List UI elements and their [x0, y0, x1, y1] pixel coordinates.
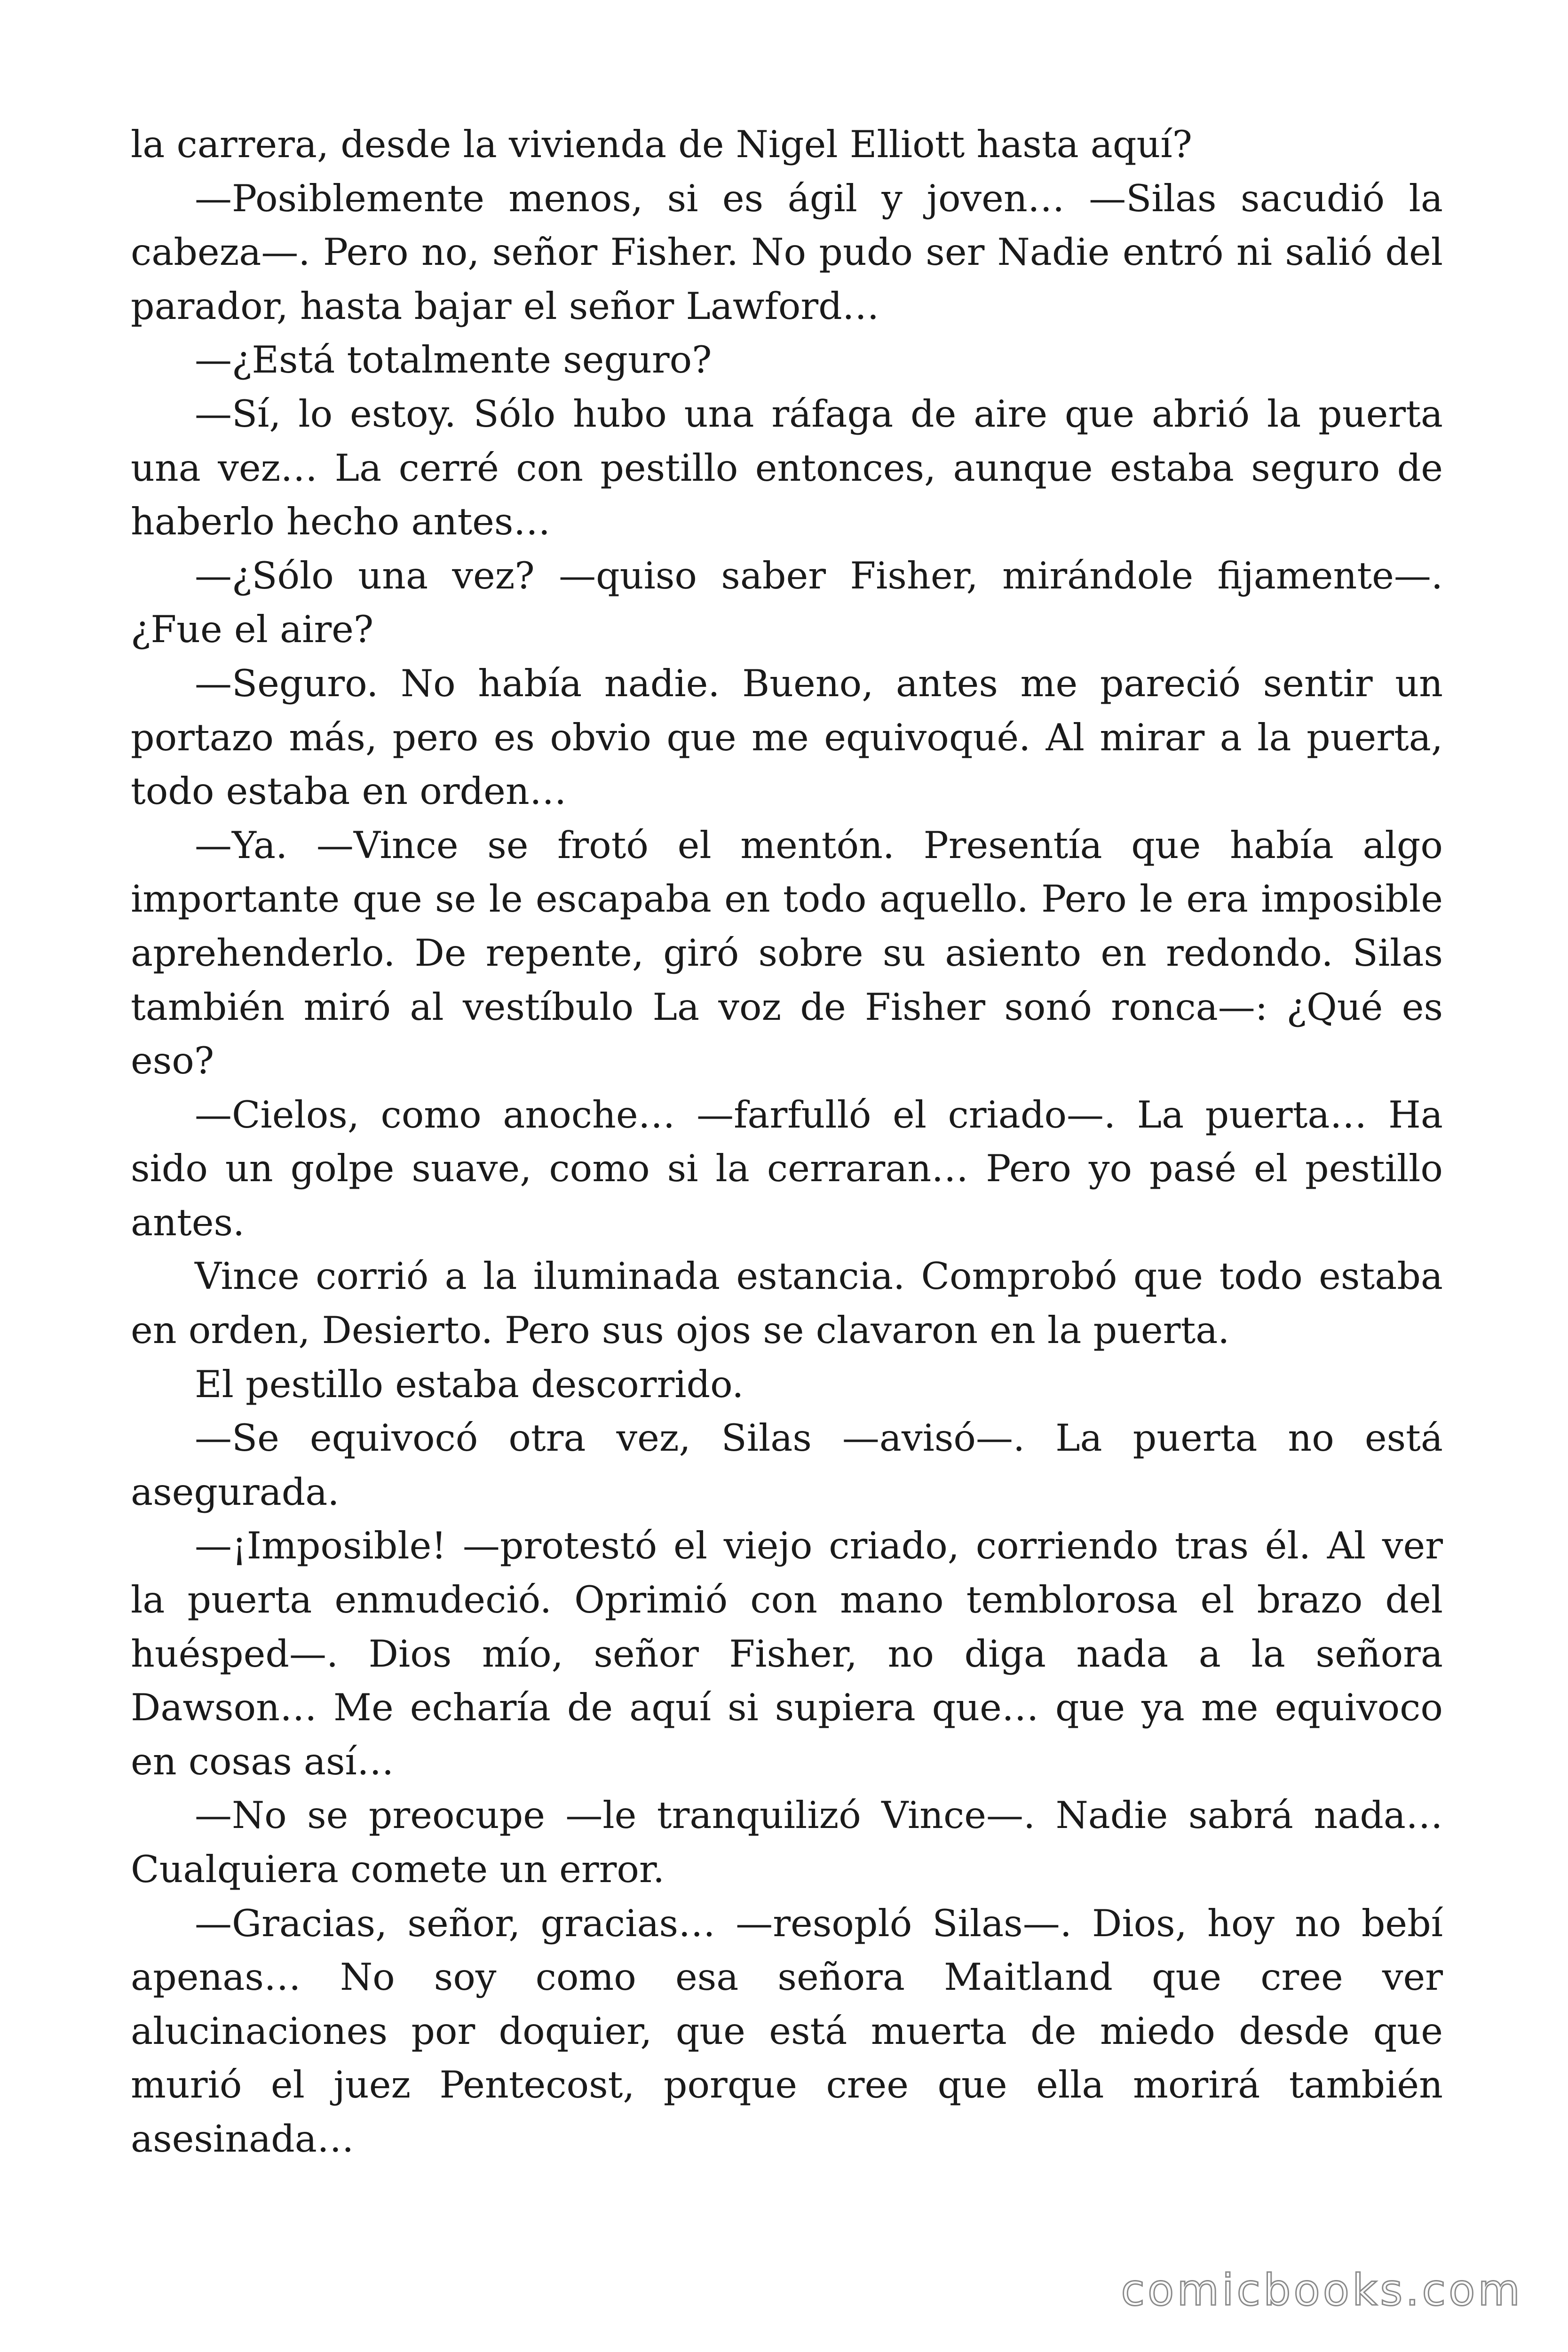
paragraph: —Sí, lo estoy. Sólo hubo una ráfaga de aire que abrió la puerta una vez… La cerré con pestillo entonces, aunque estaba seguro de haberlo hecho antes… — [131, 392, 1443, 544]
paragraph: —No se preocupe —le tranquilizó Vince—. Nadie sabrá nada… Cualquiera comete un error. — [131, 1794, 1443, 1891]
paragraph: —Cielos, como anoche… —farfulló el criado—. La puerta… Ha sido un golpe suave, como si la cerraran… Pero yo pasé el pestillo antes. — [131, 1093, 1443, 1244]
paragraph: —¡Imposible! —protestó el viejo criado, corriendo tras él. Al ver la puerta enmudeció. Oprimió con mano temblorosa el brazo del huésped—. Dios mío, señor Fisher, no diga nada a la señora Dawson… Me echaría de aquí si supiera que… que ya me equivoco en cosas así… — [131, 1524, 1443, 1783]
paragraph: —¿Sólo una vez? —quiso saber Fisher, mirándole fijamente—. ¿Fue el aire? — [131, 554, 1443, 652]
paragraph: —¿Está totalmente seguro? — [195, 338, 712, 382]
book-page-text — [131, 118, 1443, 2166]
paragraph: —Seguro. No había nadie. Bueno, antes me pareció sentir un portazo más, pero es obvio que me equivoqué. Al mirar a la puerta, todo estaba en orden… — [131, 661, 1443, 813]
paragraph: —Se equivocó otra vez, Silas —avisó—. La puerta no está asegurada. — [131, 1416, 1443, 1514]
paragraph: Vince corrió a la iluminada estancia. Comprobó que todo estaba en orden, Desierto. Pero sus ojos se clavaron en la puerta. — [131, 1255, 1443, 1352]
paragraph: la carrera, desde la vivienda de Nigel Elliott hasta aquí? — [131, 123, 1192, 166]
paragraph: —Ya. —Vince se frotó el mentón. Presentía que había algo importante que se le escapaba en todo aquello. Pero le era imposible aprehenderlo. De repente, giró sobre su asiento en redondo. Silas también miró al vestíbulo La voz de Fisher sonó ronca—: ¿Qué es eso? — [131, 823, 1443, 1083]
watermark: comicbooks.com — [1121, 2265, 1523, 2315]
paragraph: —Gracias, señor, gracias… —resopló Silas—. Dios, hoy no bebí apenas… No soy como esa señora Maitland que cree ver alucinaciones por doquier, que está muerta de miedo desde que murió el juez Pentecost, porque cree que ella morirá también asesinada… — [131, 1901, 1443, 2161]
paragraph: —Posiblemente menos, si es ágil y joven… —Silas sacudió la cabeza—. Pero no, señor Fisher. No pudo ser Nadie entró ni salió del parador, hasta bajar el señor Lawford… — [131, 176, 1443, 328]
paragraph: El pestillo estaba descorrido. — [195, 1362, 744, 1406]
